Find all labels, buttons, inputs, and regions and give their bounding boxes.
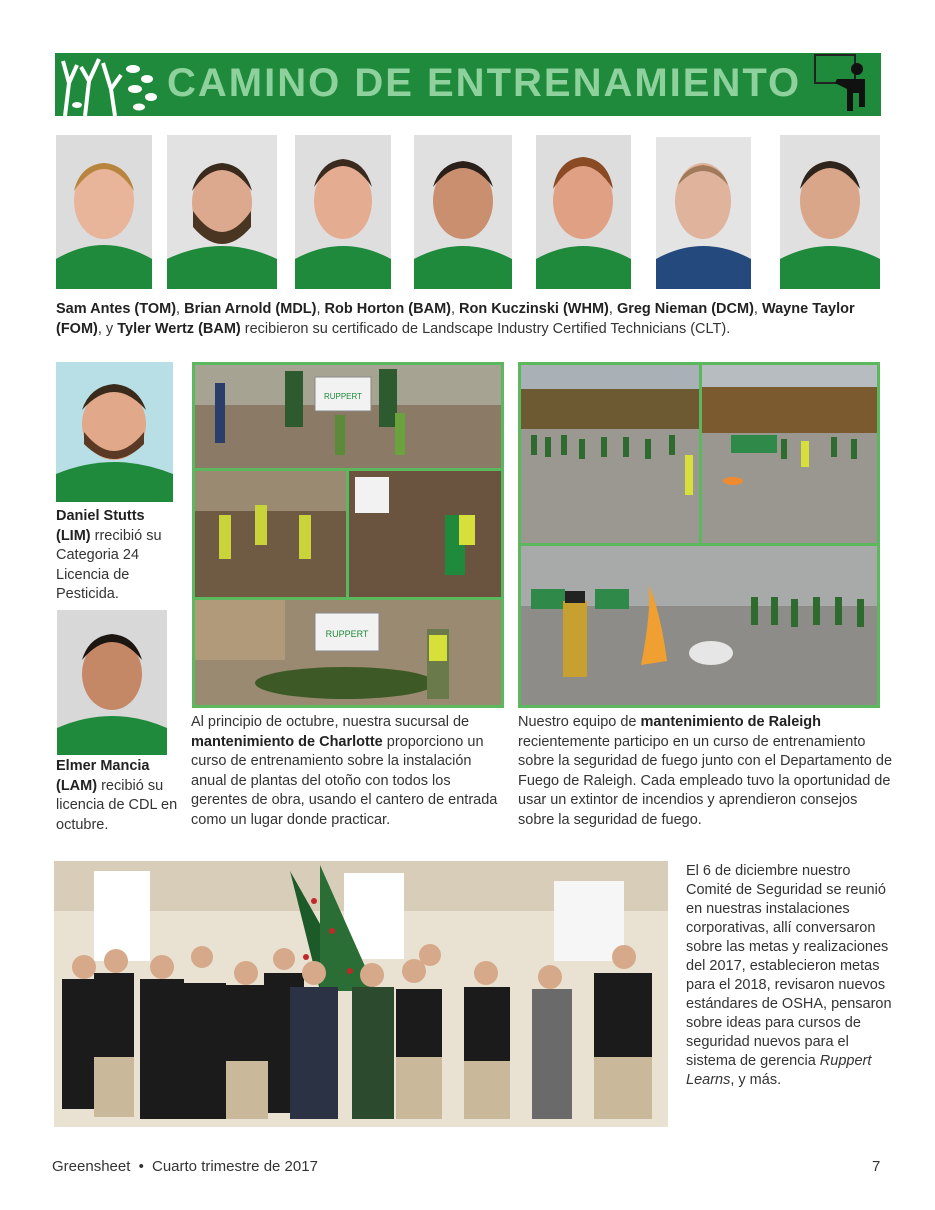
name-sam-antes: Sam Antes (TOM) xyxy=(56,301,177,317)
footer xyxy=(52,1158,318,1175)
name-wayne-taylor: Wayne Taylor (FOM) xyxy=(56,301,855,337)
name-tyler-wertz: Tyler Wertz (BAM) xyxy=(117,321,241,337)
footer-publication: Greensheet xyxy=(52,1158,131,1175)
mancia-caption: Elmer Mancia (LAM) recibió su licencia de CDL en octubre. xyxy=(56,758,178,833)
teacher-icon xyxy=(813,53,873,116)
ruppert-sign-text-2: RUPPERT xyxy=(325,629,369,639)
headshot-brian-arnold xyxy=(167,135,277,289)
name-rob-horton: Rob Horton (BAM) xyxy=(324,301,451,317)
ruppert-sign-text-1: RUPPERT xyxy=(323,392,363,401)
charlotte-caption: Al principio de octubre, nuestra sucursal de mantenimiento de Charlotte proporciono un curso de entrenamiento sobre la instalación anual de plantas del otoño con todos los gerentes de obra, usando el cantero de entrada como un lugar donde practicar. xyxy=(191,714,498,828)
name-brian-arnold: Brian Arnold (MDL) xyxy=(184,301,317,317)
name-ron-kuczinski: Ron Kuczinski (WHM) xyxy=(459,301,609,317)
headshot-greg-nieman xyxy=(536,135,631,289)
headshot-wayne-taylor xyxy=(656,137,751,289)
raleigh-caption: Nuestro equipo de mantenimiento de Raleigh recientemente participo en un curso de entrenamiento sobre la seguridad de fuego junto con el Departamento de Fuego de Raleigh. Cada empleado tuvo la oportunidad de usar un extintor de incendios y aprendieron consejos sobre la seguridad de fuego. xyxy=(518,714,893,828)
footer-issue: Cuarto trimestre de 2017 xyxy=(152,1158,318,1175)
headshot-ron-kuczinski xyxy=(414,135,512,289)
section-banner xyxy=(55,53,881,116)
headshot-sam-antes xyxy=(56,135,152,289)
headshot-rob-horton xyxy=(295,135,391,289)
stutts-caption: Daniel Stutts (LIM) rrecibió su Categoria 24 Licencia de Pesticida. xyxy=(56,508,162,602)
page-number: 7 xyxy=(872,1158,881,1175)
tree-leaves-icon xyxy=(55,53,165,116)
raleigh-photo-collage xyxy=(518,362,880,708)
safety-committee-group-photo xyxy=(54,861,668,1127)
clt-caption: Sam Antes (TOM), Brian Arnold (MDL), Rob Horton (BAM), Ron Kuczinski (WHM), Greg Nieman (DCM), Wayne Taylor (FOM), y Tyler Wertz (BAM) recibieron su certificado de Landscape Industry Certified Technicians (CLT). xyxy=(56,301,855,337)
headshot-daniel-stutts xyxy=(56,362,173,502)
page-title: CAMINO DE ENTRENAMIENTO xyxy=(167,61,802,105)
footer-bullet: • xyxy=(138,1158,144,1175)
charlotte-photo-collage xyxy=(192,362,504,708)
safety-caption: El 6 de diciembre nuestro Comité de Seguridad se reunió en nuestras instalaciones corporativas, allí conversaron sobre las metas y realizaciones del 2017, establecieron metas para el 2018, revisaron nuevos estándares de OSHA, pensaron sobre ideas para cursos de seguridad nuevos para el sistema de gerencia Ruppert Learns, y más. xyxy=(686,863,892,1088)
headshot-elmer-mancia xyxy=(57,610,167,755)
headshot-tyler-wertz xyxy=(780,135,880,289)
name-greg-nieman: Greg Nieman (DCM) xyxy=(616,301,754,317)
